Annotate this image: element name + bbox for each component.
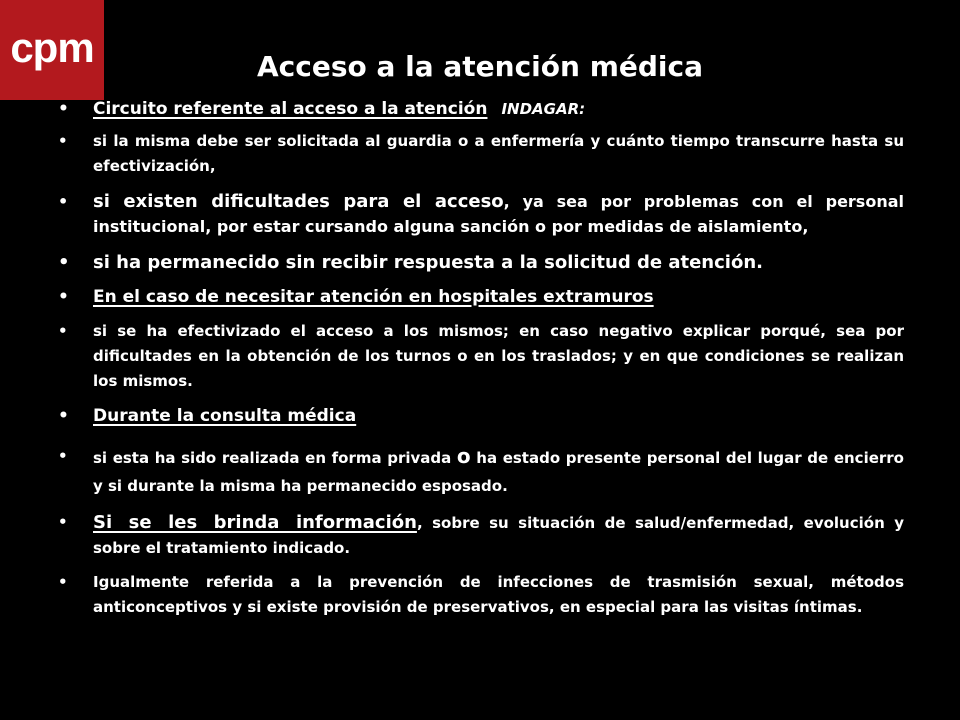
- item-text: si se ha efectivizado el acceso a los mismos; en caso negativo explicar porqué, sea por dificultades en la obtención de los turnos o en los traslados; y en que condiciones se realizan los mismos.: [93, 322, 904, 390]
- list-item: [58, 442, 904, 500]
- item-text: si esta ha sido realizada en forma privada: [93, 449, 457, 467]
- logo-text: cpm: [10, 24, 94, 71]
- list-item: [58, 96, 904, 123]
- list-item: [58, 570, 904, 620]
- list-item: [58, 284, 904, 311]
- bullet-list: [58, 96, 904, 620]
- item-lead: si existen dificultades para el acceso: [93, 191, 504, 212]
- section-heading: En el caso de necesitar atención en hospitales extramuros: [93, 287, 654, 307]
- section-heading: Si se les brinda información: [93, 512, 417, 533]
- section-heading: Durante la consulta médica: [93, 406, 357, 426]
- item-text: si ha permanecido sin recibir respuesta a la solicitud de atención.: [93, 252, 763, 273]
- list-item: [58, 319, 904, 394]
- list-item: [58, 129, 904, 179]
- slide-title: Acceso a la atención médica: [256, 50, 703, 83]
- item-text: ha estado presente personal del lugar de encierro y si durante la misma ha permanecido esposado.: [93, 449, 904, 495]
- item-text-o: o: [456, 444, 471, 468]
- item-text: si la misma debe ser solicitada al guardia o a enfermería y cuánto tiempo transcurre hasta su efectivización,: [93, 132, 904, 175]
- list-item: [58, 249, 904, 276]
- list-item: [58, 189, 904, 239]
- section-heading: Circuito referente al acceso a la atención: [93, 99, 488, 119]
- indagar-label: INDAGAR:: [501, 100, 586, 118]
- list-item: [58, 403, 904, 430]
- item-text: , sobre su situación de salud/enfermedad, evolución y sobre el tratamiento indicado.: [93, 514, 904, 557]
- item-text: Igualmente referida a la prevención de infecciones de trasmisión sexual, métodos anticonceptivos y si existe provisión de preservativos, en especial para las visitas íntimas.: [93, 573, 904, 616]
- item-text: , ya sea por problemas con el personal institucional, por estar cursando alguna sanción o por medidas de aislamiento,: [93, 192, 904, 236]
- list-item: [58, 510, 904, 561]
